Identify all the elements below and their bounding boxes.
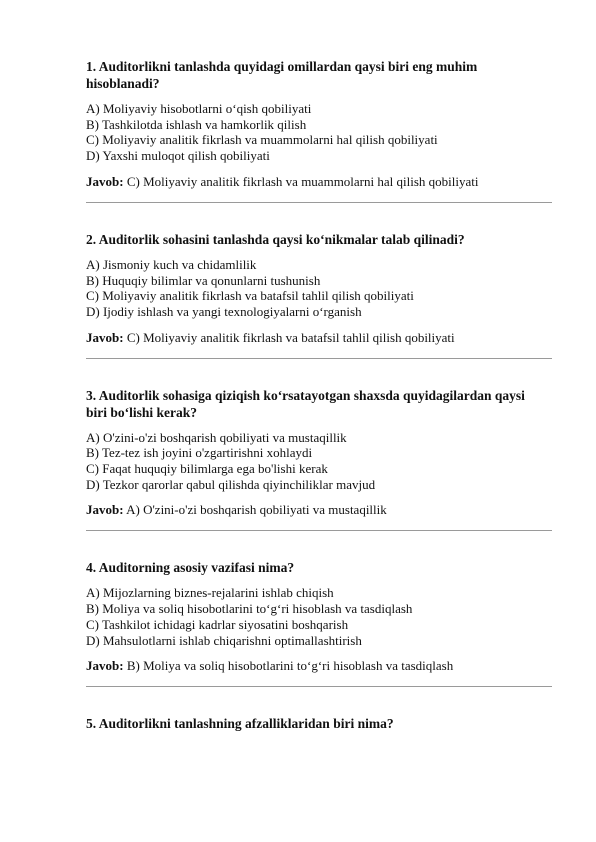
question-title: 5. Auditorlikni tanlashning afzalliklaridan biri nima? (86, 716, 394, 732)
answer-text: B) Moliya va soliq hisobotlarini to‘g‘ri hisoblash va tasdiqlash (123, 658, 454, 674)
option-a: A) O'zini-o'zi boshqarish qobiliyati va mustaqillik (86, 429, 347, 445)
answer-line (86, 502, 552, 518)
question-title: 2. Auditorlik sohasini tanlashda qaysi ko‘nikmalar talab qilinadi? (86, 231, 465, 247)
option-a: A) Moliyaviy hisobotlarni o‘qish qobiliyati (86, 101, 312, 116)
option-d: D) Tezkor qarorlar qabul qilishda qiyinchiliklar mavjud (86, 476, 376, 492)
question-2 (86, 231, 552, 359)
answer-label: Javob: (86, 502, 124, 518)
option-c: C) Moliyaviy analitik fikrlash va muammolarni hal qilish qobiliyati (86, 132, 438, 148)
option-b: B) Huquqiy bilimlar va qonunlarni tushunish (86, 272, 321, 288)
question-title: 4. Auditorning asosiy vazifasi nima? (86, 560, 295, 576)
option-d: D) Yaxshi muloqot qilish qobiliyati (86, 148, 270, 164)
option-a: A) Mijozlarning biznes-rejalarini ishlab chiqish (86, 585, 334, 601)
answer-text: A) O'zini-o'zi boshqarish qobiliyati va mustaqillik (123, 502, 387, 518)
answer-label: Javob: (86, 173, 124, 189)
answer-line (86, 330, 552, 346)
option-c: C) Faqat huquqiy bilimlarga ega bo'lishi kerak (86, 461, 328, 477)
question-1 (86, 58, 552, 203)
spacer (86, 359, 552, 387)
option-d: D) Ijodiy ishlash va yangi texnologiyalarni o‘rganish (86, 303, 362, 319)
question-4 (86, 559, 552, 687)
answer-text: C) Moliyaviy analitik fikrlash va batafsil tahlil qilish qobiliyati (123, 329, 455, 345)
answer-line (86, 174, 552, 190)
option-c: C) Moliyaviy analitik fikrlash va batafsil tahlil qilish qobiliyati (86, 288, 414, 304)
options-list (86, 430, 552, 493)
spacer (86, 531, 552, 559)
question-title: 1. Auditorlikni tanlashda quyidagi omillardan qaysi biri eng muhim hisoblanadi? (86, 59, 478, 91)
option-a: A) Jismoniy kuch va chidamlilik (86, 256, 257, 272)
question-5 (86, 715, 552, 732)
option-b: B) Tashkilotda ishlash va hamkorlik qilish (86, 116, 307, 132)
option-b: B) Moliya va soliq hisobotlarini to‘g‘ri hisoblash va tasdiqlash (86, 601, 413, 617)
answer-line (86, 658, 552, 674)
question-3 (86, 387, 552, 532)
option-b: B) Tez-tez ish joyini o'zgartirishni xohlaydi (86, 445, 313, 461)
answer-label: Javob: (86, 329, 124, 345)
options-list (86, 101, 552, 164)
question-title: 3. Auditorlik sohasiga qiziqish ko‘rsatayotgan shaxsda quyidagilardan qaysi biri bo‘lishi kerak? (86, 387, 525, 420)
answer-text: C) Moliyaviy analitik fikrlash va muammolarni hal qilish qobiliyati (123, 173, 479, 189)
option-c: C) Tashkilot ichidagi kadrlar siyosatini boshqarish (86, 616, 349, 632)
spacer (86, 687, 552, 715)
options-list (86, 257, 552, 320)
answer-label: Javob: (86, 658, 124, 674)
options-list (86, 585, 552, 648)
spacer (86, 203, 552, 231)
option-d: D) Mahsulotlarni ishlab chiqarishni optimallashtirish (86, 632, 362, 648)
